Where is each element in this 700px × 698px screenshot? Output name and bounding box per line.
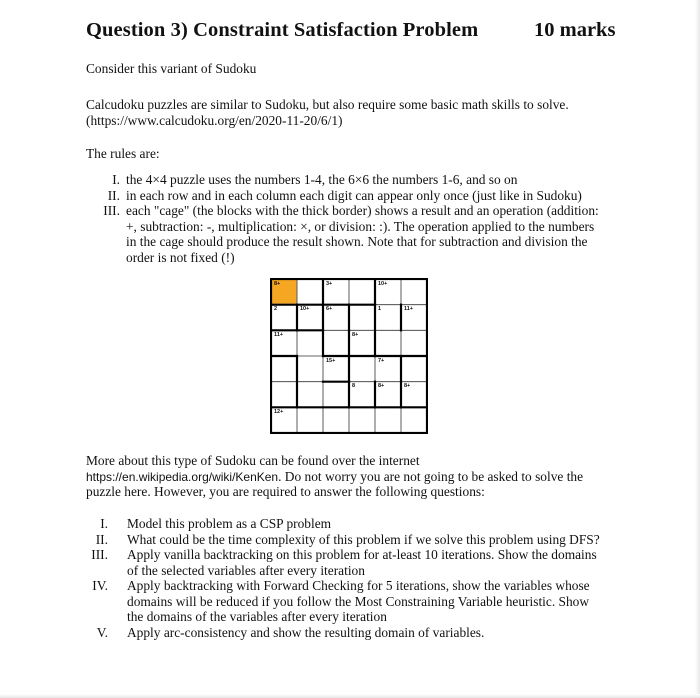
cage-label: 6+ (326, 306, 333, 312)
questions-list (86, 516, 616, 640)
page-edge-shadow (0, 694, 700, 698)
rules-list (86, 172, 616, 265)
calcudoku-grid-lines (270, 278, 428, 434)
kenken-link[interactable]: https://en.wikipedia.org/wiki/KenKen (86, 470, 279, 484)
rule-number: III. (103, 203, 120, 218)
cage-label: 7+ (378, 358, 385, 364)
cage-label: 10+ (300, 306, 310, 312)
question-title: Question 3) Constraint Satisfaction Problem (86, 19, 479, 41)
question-item: III. Apply vanilla backtracking on this problem for at-least 10 iterations. Show the domains of the selected variables after every iteration (86, 547, 616, 578)
more-info-line-1: More about this type of Sudoku can be found over the internet (86, 453, 420, 468)
question-item: I. Model this problem as a CSP problem (86, 516, 616, 532)
cage-label: 11+ (274, 332, 284, 338)
cage-label: 8 (352, 383, 356, 389)
more-info-line-3: puzzle here. However, you are required to answer the following questions: (86, 484, 485, 499)
cage-label: 8+ (274, 281, 281, 287)
cage-label: 12+ (274, 409, 284, 415)
cage-label: 15+ (326, 358, 336, 364)
question-number: II. (95, 531, 108, 547)
description-line-1: Calcudoku puzzles are similar to Sudoku, but also require some basic math skills to solve. (86, 97, 569, 112)
question-number: IV. (92, 578, 108, 593)
rule-item: II. in each row and in each column each digit can appear only once (just like in Sudoku) (86, 188, 616, 204)
intro-text: Consider this variant of Sudoku (86, 61, 257, 76)
cage-label: 2 (274, 306, 278, 312)
cage-label: 8+ (404, 383, 411, 389)
question-item: IV. Apply backtracking with Forward Checking for 5 iterations, show the variables whose domains will be reduced if you follow the Most Constraining Variable heuristic. Show the domains of the variables after every iteration (86, 578, 616, 625)
rule-number: I. (112, 172, 120, 187)
cage-label: 11+ (404, 306, 414, 312)
cage-label: 10+ (378, 281, 388, 287)
cage-label: 1 (378, 306, 382, 312)
rule-number: II. (107, 187, 120, 203)
marks-label: 10 marks (534, 19, 616, 41)
calcudoku-grid (270, 278, 428, 434)
cage-label: 3+ (326, 281, 333, 287)
question-item: V. Apply arc-consistency and show the resulting domain of variables. (86, 625, 616, 641)
rule-item: I. the 4×4 puzzle uses the numbers 1-4, the 6×6 the numbers 1-6, and so on (86, 172, 616, 188)
cage-label: 8+ (352, 332, 359, 338)
description-url: (https://www.calcudoku.org/en/2020-11-20/6/1) (86, 113, 343, 128)
question-number: I. (100, 516, 108, 531)
page-edge-shadow (695, 0, 700, 698)
question-number: V. (96, 624, 108, 640)
cage-label: 8+ (378, 383, 385, 389)
more-info-line-2: https://en.wikipedia.org/wiki/KenKen. Do not worry you are not going to be asked to solve the (86, 469, 584, 484)
rule-item: III. each "cage" (the blocks with the thick border) shows a result and an operation (addition: +, subtraction: -, multiplication: ×, or division: :). The operation applied to the numbers in the cage should produce the result shown. Note that for subtraction and division the order is not fixed (!) (86, 203, 616, 265)
question-number: III. (91, 547, 108, 562)
rules-heading: The rules are: (86, 146, 160, 161)
question-item: II. What could be the time complexity of this problem if we solve this problem using DFS? (86, 532, 616, 548)
